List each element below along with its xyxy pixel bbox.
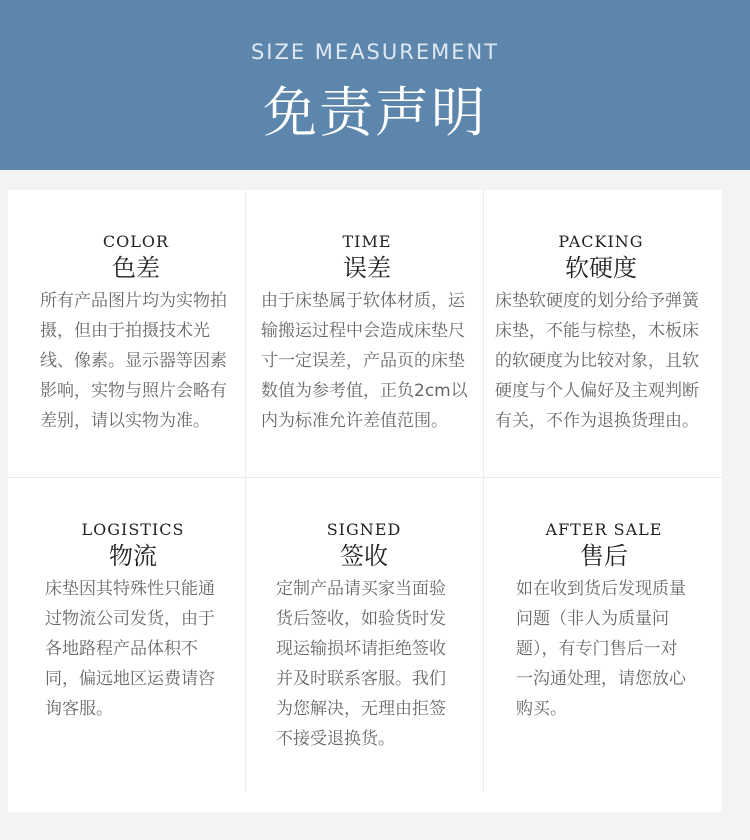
card-logistics: [45, 520, 221, 724]
card-en-title: SIGNED: [326, 520, 402, 539]
card-en-title: LOGISTICS: [81, 520, 185, 539]
divider: [483, 190, 484, 792]
card-body: 定制产品请买家当面验货后签收，如验货时发现运输损坏请拒绝签收并及时联系客服。我们为您解决，无理由拒签不接受退换货。: [276, 579, 446, 749]
card-zh-title: 物流: [109, 542, 157, 570]
card-en-title: COLOR: [102, 232, 170, 251]
disclaimer-panel: [8, 190, 722, 812]
card-en-title: TIME: [342, 232, 392, 251]
divider: [245, 190, 246, 792]
page-header: [0, 0, 750, 170]
card-body: 床垫软硬度的划分给予弹簧床垫，不能与棕垫，木板床的软硬度为比较对象，且软硬度与个人偏好及主观判断有关，不作为退换货理由。: [495, 291, 699, 431]
card-time: [261, 232, 473, 436]
card-body: 由于床垫属于软体材质，运输搬运过程中会造成床垫尺寸一定误差，产品页的床垫数值为参考值，正负2cm以内为标准允许差值范围。: [261, 291, 468, 431]
card-body: 如在收到货后发现质量问题（非人为质量问题），有专门售后一对一沟通处理，请您放心购买。: [516, 579, 686, 719]
card-en-title: PACKING: [558, 232, 644, 251]
card-body: 所有产品图片均为实物拍摄，但由于拍摄技术光线、像素。显示器等因素影响，实物与照片会略有差别，请以实物为准。: [40, 291, 227, 431]
header-subtitle: SIZE MEASUREMENT: [250, 40, 500, 64]
card-zh-title: 售后: [580, 542, 628, 570]
header-title: 免责声明: [263, 81, 487, 144]
card-body: 床垫因其特殊性只能通过物流公司发货，由于各地路程产品体积不同，偏远地区运费请咨询客服。: [45, 579, 215, 719]
card-packing: [495, 232, 707, 436]
card-en-title: AFTER SALE: [545, 520, 663, 539]
card-zh-title: 色差: [112, 254, 160, 282]
card-zh-title: 签收: [340, 542, 388, 570]
card-signed: [276, 520, 452, 754]
card-after-sale: [516, 520, 692, 724]
card-zh-title: 误差: [343, 254, 391, 282]
divider: [8, 477, 722, 478]
card-zh-title: 软硬度: [565, 254, 637, 282]
card-color: [40, 232, 232, 436]
